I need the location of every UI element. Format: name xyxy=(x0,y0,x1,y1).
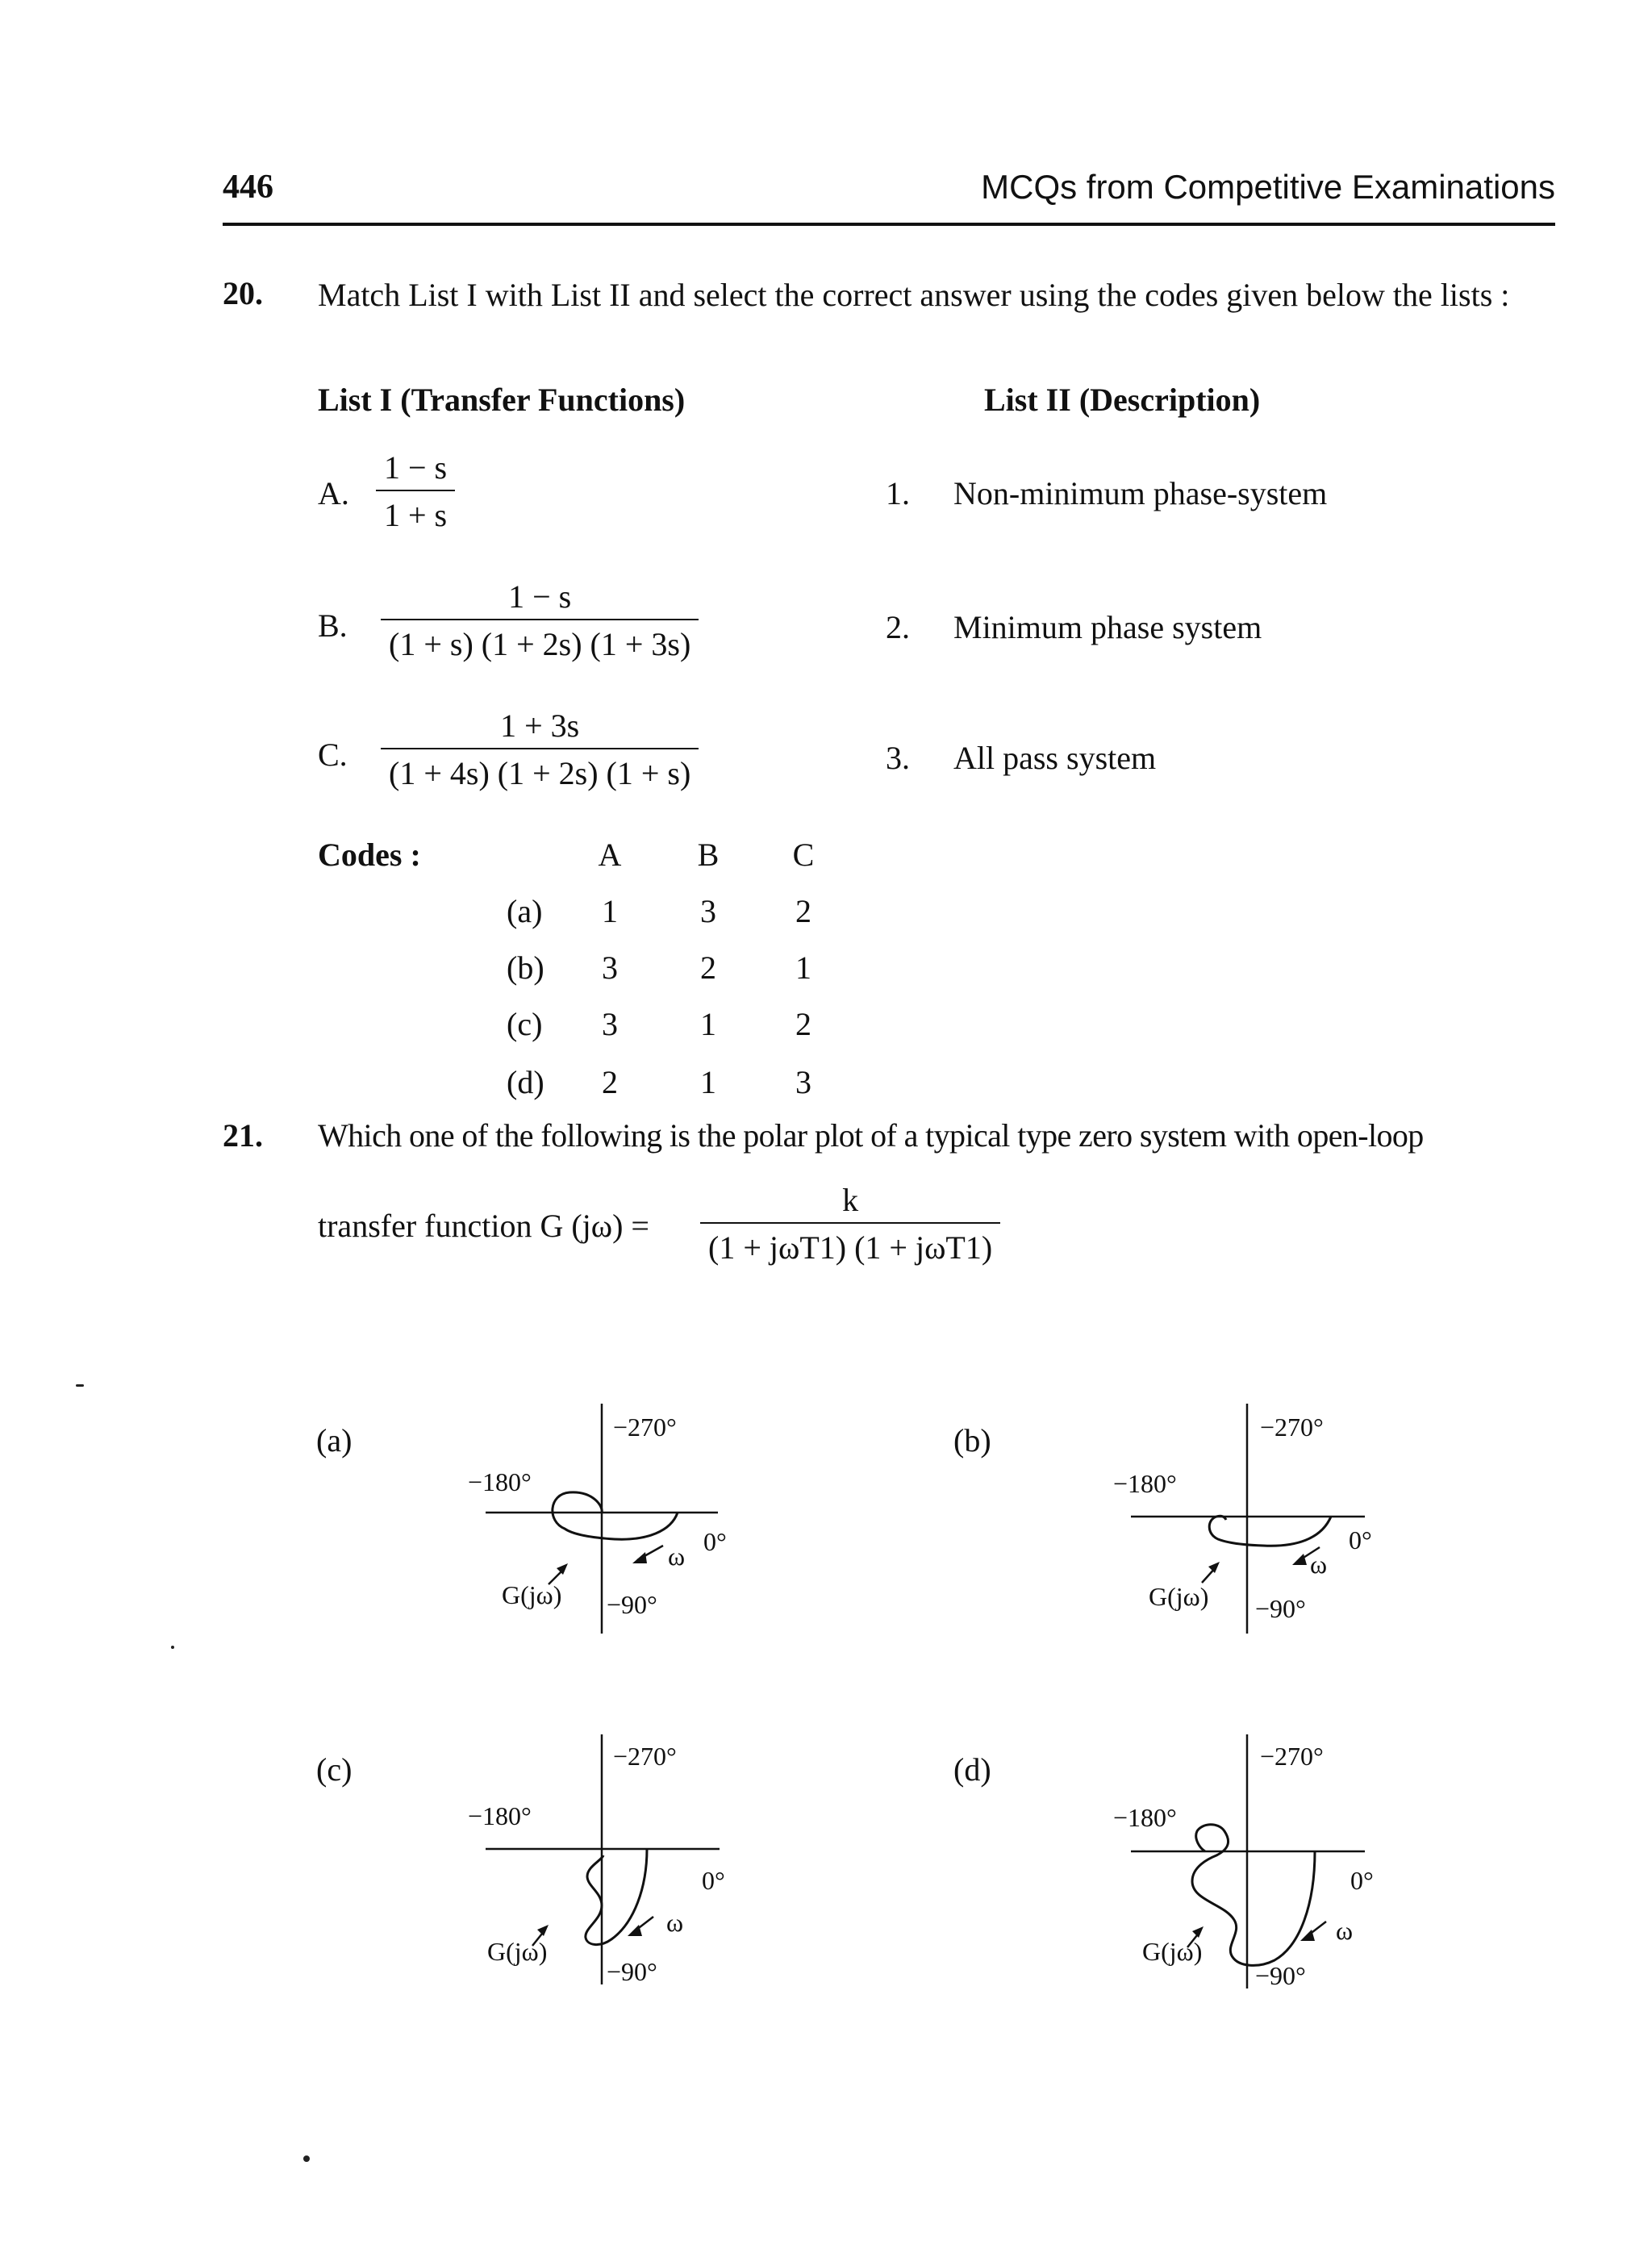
omega-label: ω xyxy=(1336,1916,1354,1945)
polar-plot-b xyxy=(1081,1404,1420,1646)
arrow-head xyxy=(557,1563,568,1575)
list2-heading: List II (Description) xyxy=(984,382,1261,418)
label-minus-180: −180° xyxy=(1113,1469,1177,1498)
polar-plot-d xyxy=(1081,1734,1420,2001)
code-option-a: (a) xyxy=(507,893,543,929)
arrow-head xyxy=(1292,1554,1307,1565)
page-number: 446 xyxy=(223,169,273,206)
code-option-c: (c) xyxy=(507,1006,543,1042)
arrow-head xyxy=(537,1925,549,1936)
code-value: 3 xyxy=(602,949,618,986)
label-minus-270: −270° xyxy=(1260,1413,1324,1442)
curve-label: G(jω) xyxy=(487,1937,548,1966)
code-value: 1 xyxy=(602,893,618,929)
label-minus-270: −270° xyxy=(1260,1742,1324,1771)
plot-option-c-label: (c) xyxy=(316,1751,353,1788)
code-option-d: (d) xyxy=(507,1064,544,1100)
label-0-deg: 0° xyxy=(1349,1525,1372,1554)
label-minus-270: −270° xyxy=(613,1413,677,1442)
fraction-denominator: (1 + 4s) (1 + 2s) (1 + s) xyxy=(381,748,699,792)
code-header-b: B xyxy=(697,837,720,873)
label-minus-180: −180° xyxy=(468,1467,532,1496)
polar-curve xyxy=(1209,1516,1331,1546)
list2-item-3-number: 3. xyxy=(886,740,910,776)
code-value: 1 xyxy=(795,949,811,986)
transfer-function-fraction xyxy=(700,1181,1000,1267)
omega-label: ω xyxy=(666,1908,684,1937)
polar-plot-a xyxy=(436,1404,774,1646)
label-minus-180: −180° xyxy=(468,1801,532,1830)
label-minus-90: −90° xyxy=(607,1590,657,1619)
label-minus-90: −90° xyxy=(607,1957,657,1986)
scan-speck xyxy=(171,1646,174,1649)
fraction-numerator: 1 + 3s xyxy=(500,707,580,744)
code-value: 2 xyxy=(795,1006,811,1042)
list1-heading: List I (Transfer Functions) xyxy=(318,382,686,418)
code-value: 2 xyxy=(795,893,811,929)
running-title: MCQs from Competitive Examinations xyxy=(981,168,1555,206)
label-minus-180: −180° xyxy=(1113,1803,1177,1832)
list1-item-b-label: B. xyxy=(318,607,348,644)
fraction-numerator: 1 − s xyxy=(508,578,572,615)
code-value: 2 xyxy=(700,949,716,986)
polar-curve xyxy=(553,1492,678,1539)
plot-option-d-label: (d) xyxy=(953,1751,991,1788)
code-value: 1 xyxy=(700,1064,716,1100)
arrow-head xyxy=(1192,1926,1204,1938)
code-value: 2 xyxy=(602,1064,618,1100)
label-0-deg: 0° xyxy=(702,1866,725,1895)
arrow-head xyxy=(632,1552,647,1563)
fraction-denominator: 1 + s xyxy=(376,490,455,534)
curve-label: G(jω) xyxy=(502,1580,562,1609)
header-rule xyxy=(223,223,1555,226)
scan-speck xyxy=(76,1384,84,1387)
list2-item-1-text: Non-minimum phase-system xyxy=(953,475,1328,511)
code-header-c: C xyxy=(792,837,815,873)
list1-item-c-fraction xyxy=(381,707,699,792)
plot-option-a-label: (a) xyxy=(316,1422,353,1459)
label-minus-270: −270° xyxy=(613,1742,677,1771)
label-0-deg: 0° xyxy=(703,1527,727,1556)
arrow-head xyxy=(1208,1562,1220,1573)
question-20-text: Match List I with List II and select the correct answer using the codes given below the lists : xyxy=(318,277,1510,313)
scan-speck xyxy=(303,2155,310,2162)
label-0-deg: 0° xyxy=(1350,1866,1374,1895)
fraction-numerator: k xyxy=(842,1182,859,1218)
fraction-numerator: 1 − s xyxy=(384,449,448,486)
code-value: 3 xyxy=(795,1064,811,1100)
curve-label: G(jω) xyxy=(1149,1582,1209,1611)
list1-item-a-label: A. xyxy=(318,475,349,511)
question-21-number: 21. xyxy=(223,1117,263,1154)
code-option-b: (b) xyxy=(507,949,544,986)
fraction-denominator: (1 + jωT1) (1 + jωT1) xyxy=(700,1222,1000,1267)
plot-option-b-label: (b) xyxy=(953,1422,991,1459)
list1-item-a-fraction xyxy=(376,449,455,534)
question-21-text: Which one of the following is the polar plot of a typical type zero system with open-loop xyxy=(318,1117,1424,1154)
code-value: 3 xyxy=(700,893,716,929)
list2-item-3-text: All pass system xyxy=(953,740,1157,776)
question-20-number: 20. xyxy=(223,275,263,311)
transfer-function-prefix: transfer function G (jω) = xyxy=(318,1208,649,1244)
code-value: 1 xyxy=(700,1006,716,1042)
polar-curve xyxy=(1192,1825,1315,1966)
list1-item-c-label: C. xyxy=(318,737,348,773)
label-minus-90: −90° xyxy=(1255,1594,1306,1623)
list2-item-2-number: 2. xyxy=(886,609,910,645)
curve-label: G(jω) xyxy=(1142,1937,1203,1966)
fraction-denominator: (1 + s) (1 + 2s) (1 + 3s) xyxy=(381,619,699,663)
omega-label: ω xyxy=(668,1542,686,1571)
list1-item-b-fraction xyxy=(381,578,699,663)
list2-item-1-number: 1. xyxy=(886,475,910,511)
omega-label: ω xyxy=(1310,1550,1328,1579)
codes-label: Codes : xyxy=(318,837,421,873)
polar-plot-c xyxy=(436,1734,774,2001)
label-minus-90: −90° xyxy=(1255,1961,1306,1990)
code-value: 3 xyxy=(602,1006,618,1042)
code-header-a: A xyxy=(598,837,622,873)
list2-item-2-text: Minimum phase system xyxy=(953,609,1262,645)
